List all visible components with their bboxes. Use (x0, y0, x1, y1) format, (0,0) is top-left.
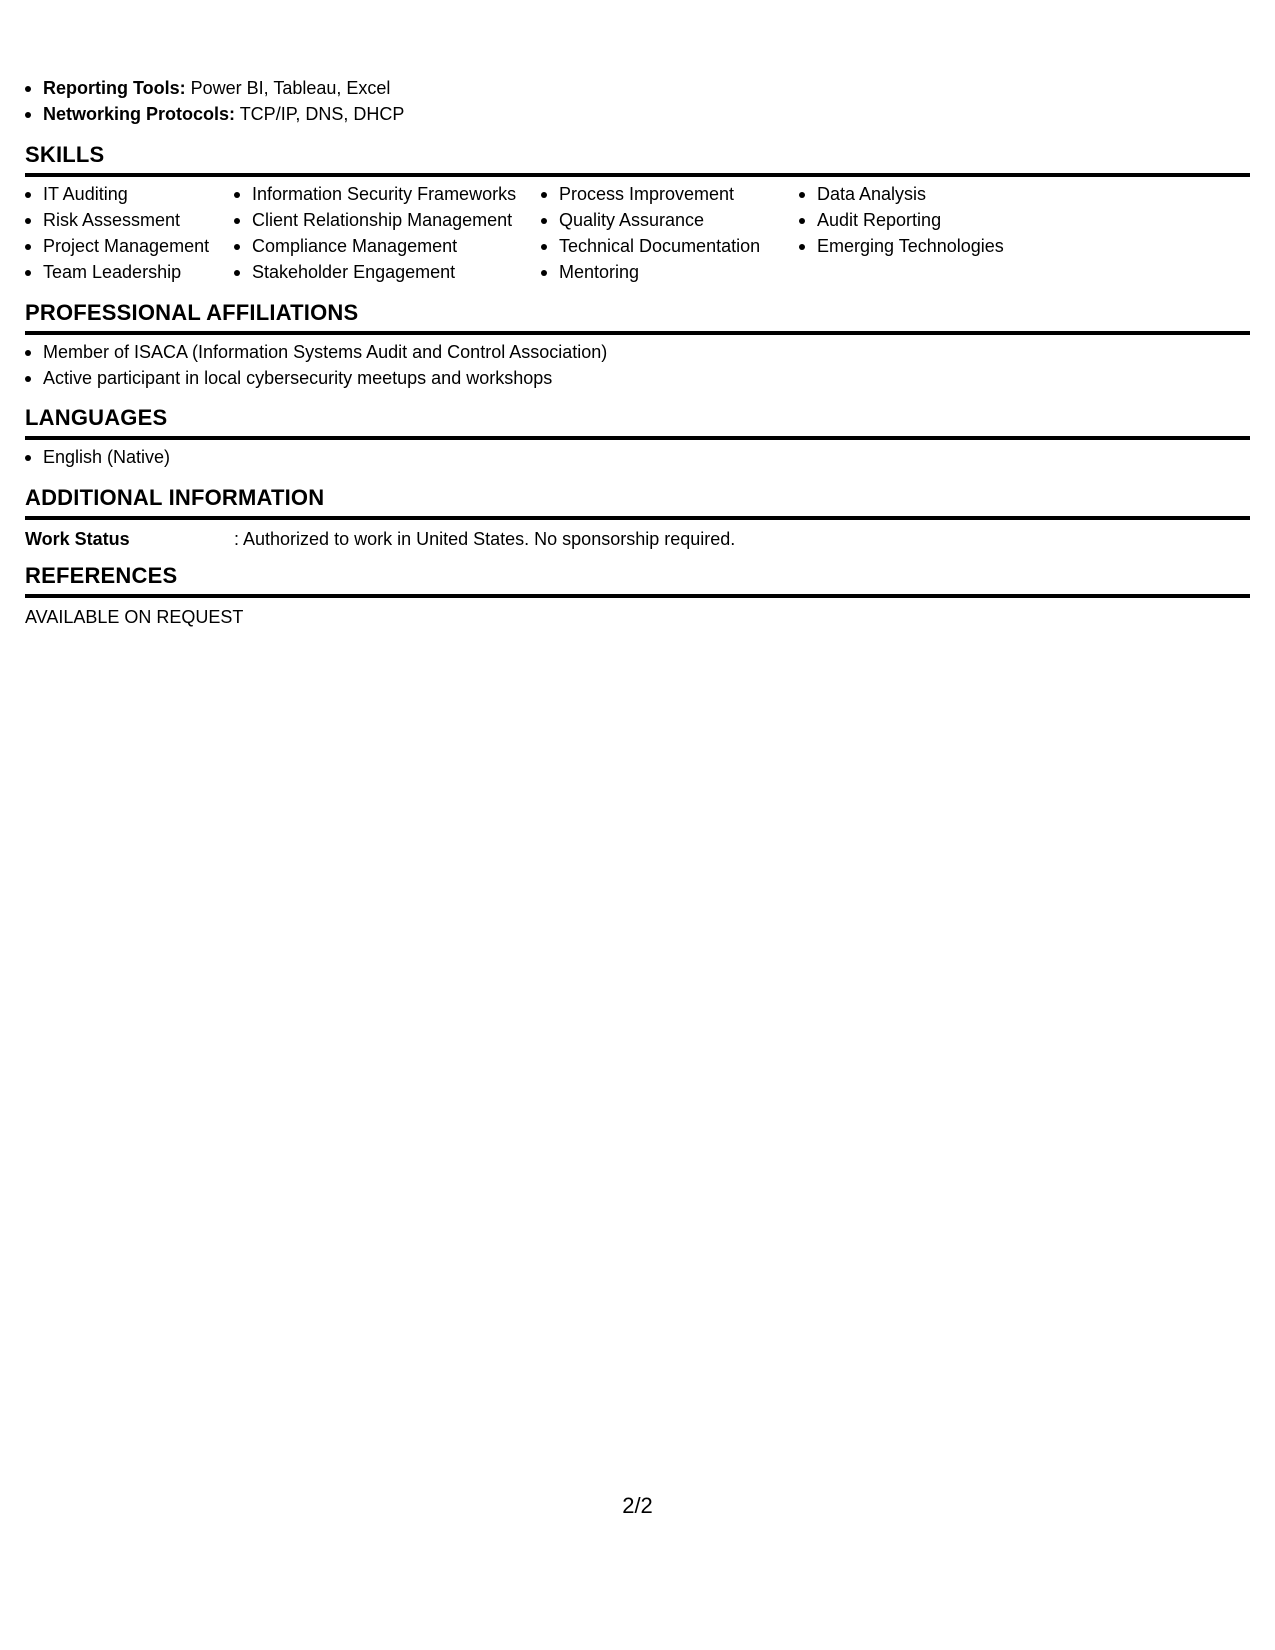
item-text: Active participant in local cybersecurity meetups and workshops (43, 368, 553, 388)
bullet-icon (541, 218, 547, 224)
affiliations-list (25, 339, 1250, 391)
item-text: Member of ISACA (Information Systems Audit and Control Association) (43, 342, 608, 362)
bullet-icon (234, 270, 240, 276)
skills-grid (25, 181, 1250, 285)
work-status-label: Work Status (25, 529, 130, 549)
bullet-icon (799, 192, 805, 198)
languages-list (25, 444, 1250, 470)
section-title: SKILLS (25, 141, 1250, 177)
additional-info-section (25, 484, 1250, 552)
skill-label: Technical Documentation (559, 236, 761, 256)
affiliations-section (25, 299, 1250, 391)
skill-item (541, 207, 799, 233)
skill-label: Information Security Frameworks (252, 184, 517, 204)
references-section (25, 562, 1250, 630)
skill-item (234, 233, 541, 259)
skills-column (25, 181, 234, 285)
bullet-icon (799, 218, 805, 224)
bullet-icon (25, 270, 31, 276)
bullet-icon (25, 376, 31, 382)
skill-item (799, 233, 1099, 259)
skills-column (541, 181, 799, 285)
item-value: TCP/IP, DNS, DHCP (235, 104, 405, 124)
skill-item (799, 207, 1099, 233)
bullet-icon (25, 112, 31, 118)
skill-item (234, 181, 541, 207)
section-title: LANGUAGES (25, 404, 1250, 440)
skill-label: Risk Assessment (43, 210, 181, 230)
list-item (25, 444, 1250, 470)
skill-item (234, 207, 541, 233)
skill-item (25, 233, 234, 259)
bullet-icon (234, 218, 240, 224)
references-text: AVAILABLE ON REQUEST (25, 607, 244, 627)
skill-label: Data Analysis (817, 184, 927, 204)
bullet-icon (25, 244, 31, 250)
work-status-value: : Authorized to work in United States. No sponsorship required. (234, 529, 736, 549)
skill-item (25, 207, 234, 233)
skill-item (541, 259, 799, 285)
item-text: English (Native) (43, 447, 171, 467)
list-item (25, 339, 1250, 365)
skill-label: Emerging Technologies (817, 236, 1004, 256)
bullet-icon (25, 350, 31, 356)
skill-item (25, 259, 234, 285)
item-value: Power BI, Tableau, Excel (185, 78, 391, 98)
list-item (25, 101, 404, 127)
section-title: ADDITIONAL INFORMATION (25, 484, 1250, 520)
item-label: Reporting Tools: (43, 78, 186, 98)
skill-label: Project Management (43, 236, 210, 256)
skill-label: Process Improvement (559, 184, 735, 204)
technical-skills-continued-list (25, 75, 404, 127)
skill-item (541, 233, 799, 259)
bullet-icon (25, 218, 31, 224)
bullet-icon (25, 455, 31, 461)
bullet-icon (25, 86, 31, 92)
page-number: 2/2 (622, 1493, 653, 1518)
skill-label: Stakeholder Engagement (252, 262, 456, 282)
item-label: Networking Protocols: (43, 104, 236, 124)
list-item (25, 365, 1250, 391)
skill-item (25, 181, 234, 207)
skill-item (541, 181, 799, 207)
bullet-icon (541, 244, 547, 250)
skills-column (799, 181, 1099, 285)
languages-section (25, 404, 1250, 470)
work-status-row (25, 526, 1250, 552)
bullet-icon (799, 244, 805, 250)
bullet-icon (234, 192, 240, 198)
skill-label: Mentoring (559, 262, 640, 282)
list-item (25, 75, 404, 101)
skill-label: Compliance Management (252, 236, 458, 256)
section-title: REFERENCES (25, 562, 1250, 598)
bullet-icon (234, 244, 240, 250)
skill-label: Team Leadership (43, 262, 182, 282)
skill-label: Client Relationship Management (252, 210, 513, 230)
bullet-icon (541, 192, 547, 198)
section-title: PROFESSIONAL AFFILIATIONS (25, 299, 1250, 335)
skill-item (799, 181, 1099, 207)
skill-item (234, 259, 541, 285)
skill-label: Quality Assurance (559, 210, 705, 230)
skills-section (25, 141, 1250, 285)
bullet-icon (541, 270, 547, 276)
skills-column (234, 181, 541, 285)
bullet-icon (25, 192, 31, 198)
skill-label: IT Auditing (43, 184, 128, 204)
skill-label: Audit Reporting (817, 210, 942, 230)
